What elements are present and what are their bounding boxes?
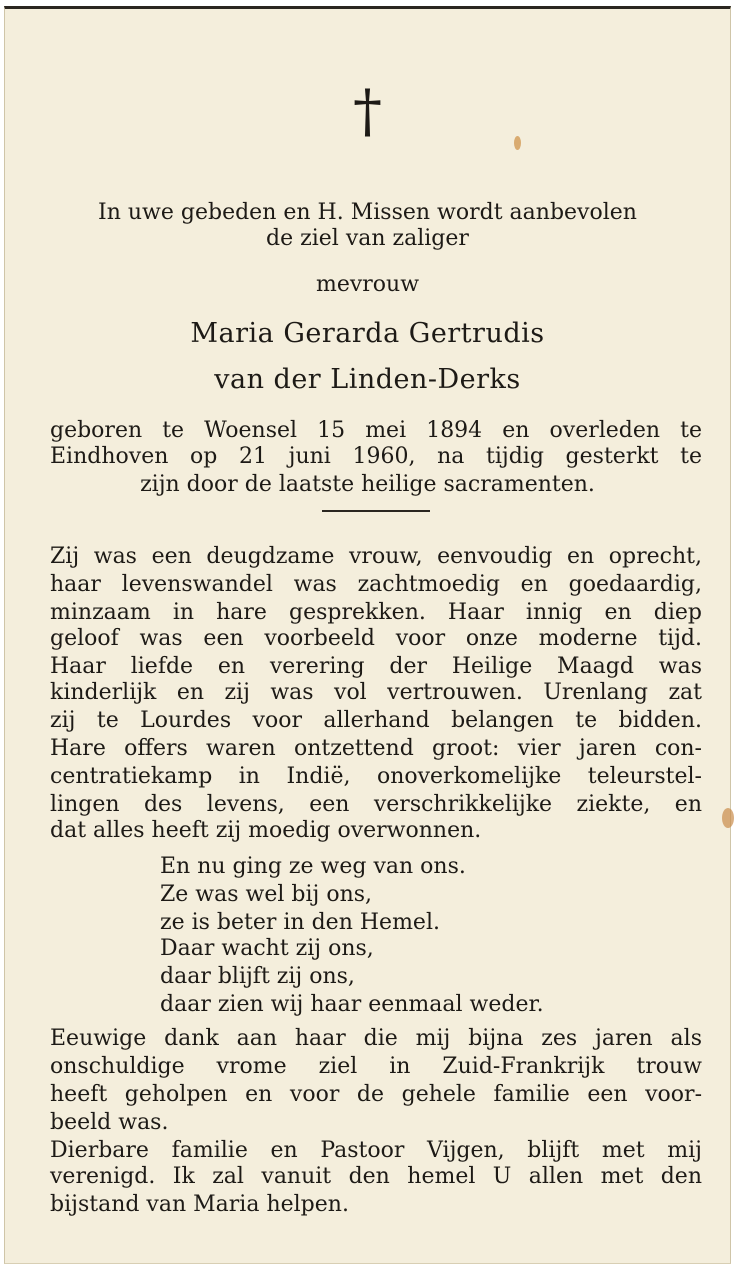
body-line: zij te Lourdes voor allerhand belangen te bidden. [50,708,702,733]
intro-line: In uwe gebeden en H. Missen wordt aanbevolen [98,200,637,225]
verse-line: Daar wacht zij ons, [160,936,374,961]
verse-line: daar zien wij haar eenmaal weder. [160,992,544,1017]
verse-line: En nu ging ze weg van ons. [160,854,466,879]
honorific-title: mevrouw [315,272,420,297]
closing-line: onschuldige vrome ziel in Zuid-Frankrijk trouw [50,1054,702,1079]
deceased-name: van der Linden-Derks [214,364,521,395]
dates-line: Eindhoven op 21 juni 1960, na tijdig gesterkt te [50,444,702,469]
body-line: Hare offers waren ontzettend groot: vier jaren con- [50,736,702,761]
intro-line: de ziel van zaliger [266,226,469,251]
body-line: haar levenswandel was zachtmoedig en goedaardig, [50,572,702,597]
closing-line: bijstand van Maria helpen. [50,1192,349,1217]
verse-line: Ze was wel bij ons, [160,882,373,907]
body-line: kinderlijk en zij was vol vertrouwen. Urenlang zat [50,680,702,705]
verse-line: daar blijft zij ons, [160,964,355,989]
body-line: centratiekamp in Indië, onoverkomelijke teleurstel- [50,764,702,789]
body-line: Haar liefde en verering der Heilige Maagd was [50,654,702,679]
body-line: geloof was een voorbeeld voor onze moderne tijd. [50,626,702,651]
cross-icon: † [353,77,382,145]
closing-line: verenigd. Ik zal vanuit den hemel U allen met den [50,1164,702,1189]
body-line: minzaam in hare gesprekken. Haar innig en diep [50,600,702,625]
verse-line: ze is beter in den Hemel. [160,910,440,935]
closing-line: Dierbare familie en Pastoor Vijgen, blijft met mij [50,1138,702,1163]
stain-mark [722,808,734,828]
deceased-name: Maria Gerarda Gertrudis [190,318,545,349]
closing-line: beeld was. [50,1110,169,1135]
closing-line: heeft geholpen en voor de gehele familie een voor- [50,1082,702,1107]
body-line: lingen des levens, een verschrikkelijke ziekte, en [50,792,702,817]
divider [322,510,430,512]
closing-line: Eeuwige dank aan haar die mij bijna zes jaren als [50,1026,702,1051]
body-line: Zij was een deugdzame vrouw, eenvoudig en oprecht, [50,544,702,569]
dates-line: geboren te Woensel 15 mei 1894 en overleden te [50,418,702,443]
body-line: dat alles heeft zij moedig overwonnen. [50,818,482,843]
dates-line: zijn door de laatste heilige sacramenten. [140,472,595,497]
